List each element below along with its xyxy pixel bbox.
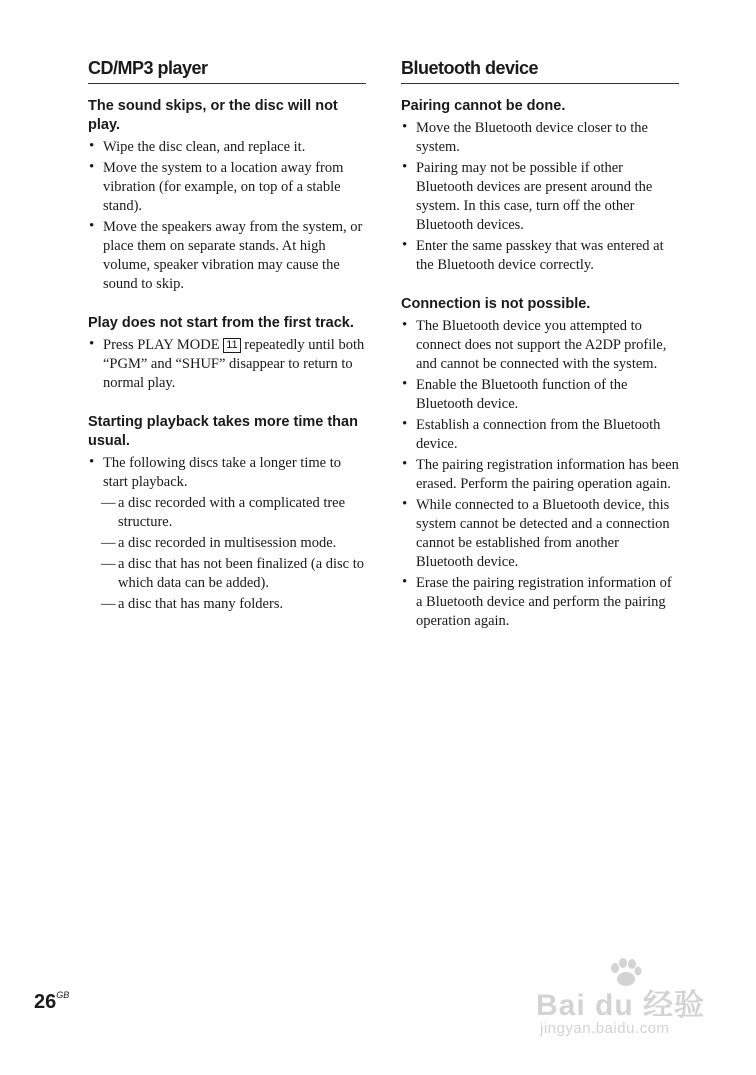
watermark-logo: Bai du 经验: [536, 989, 706, 1022]
issue-heading: The sound skips, or the disc will not play.: [88, 98, 338, 133]
bullet-list: [401, 317, 679, 631]
bullet-item: • Wipe the disc clean, and replace it.: [88, 138, 366, 157]
section-title-bluetooth: Bluetooth device: [401, 56, 679, 84]
bullet-list: [88, 138, 366, 294]
issue-heading: Pairing cannot be done.: [401, 98, 566, 114]
bullet-item: • The pairing registration information has been erased. Perform the pairing operation again.: [401, 456, 679, 494]
bullet-item: [88, 336, 366, 393]
issue-sound-skips: [88, 97, 366, 294]
right-column: [401, 56, 679, 651]
issue-pairing-failed: [401, 97, 679, 275]
issue-heading: Connection is not possible.: [401, 296, 591, 312]
bullet-item: • Erase the pairing registration information of a Bluetooth device and perform the pairing operation again.: [401, 574, 679, 631]
page-number: [34, 990, 69, 1014]
bullet-list: [88, 454, 366, 614]
page-language-suffix: GB: [56, 990, 70, 1000]
bullet-item: • The Bluetooth device you attempted to connect does not support the A2DP profile, and cannot be connected with the system.: [401, 317, 679, 374]
dash-item: — a disc recorded in multisession mode.: [103, 534, 366, 553]
bullet-item: • Enable the Bluetooth function of the Bluetooth device.: [401, 376, 679, 414]
bullet-item: • While connected to a Bluetooth device, this system cannot be detected and a connection cannot be established from another Bluetooth device.: [401, 496, 679, 572]
page-number-value: 26: [34, 991, 57, 1013]
bullet-item: • Move the Bluetooth device closer to the system.: [401, 119, 679, 157]
issue-heading: Starting playback takes more time than usual.: [88, 414, 358, 449]
bullet-item: • Establish a connection from the Bluetooth device.: [401, 416, 679, 454]
section-title-cd-mp3: CD/MP3 player: [88, 56, 366, 84]
bullet-text: repeatedly until both “PGM” and “SHUF” disappear to return to normal play.: [103, 337, 365, 391]
bullet-list: [401, 119, 679, 275]
bullet-text: The following discs take a longer time to start playback.: [103, 455, 341, 490]
left-column: [88, 56, 366, 634]
bullet-item: [88, 454, 366, 614]
watermark-url: jingyan.baidu.com: [540, 1020, 670, 1037]
issue-play-not-first-track: [88, 314, 366, 393]
bullet-item: • Move the speakers away from the system, or place them on separate stands. At high volume, speaker vibration may cause the sound to skip.: [88, 218, 366, 294]
dash-item: — a disc that has many folders.: [103, 595, 366, 614]
issue-connection-failed: [401, 295, 679, 631]
issue-heading: Play does not start from the first track.: [88, 315, 354, 331]
issue-playback-slow: [88, 413, 366, 614]
bullet-item: • Move the system to a location away from vibration (for example, on top of a stable stand).: [88, 159, 366, 216]
bullet-item: • Pairing may not be possible if other Bluetooth devices are present around the system. In this case, turn off the other Bluetooth devices.: [401, 159, 679, 235]
dash-list: [103, 494, 366, 614]
dash-item: — a disc that has not been finalized (a disc to which data can be added).: [103, 555, 366, 593]
play-mode-key-number: 11: [223, 338, 240, 353]
bullet-item: • Enter the same passkey that was entered at the Bluetooth device correctly.: [401, 237, 679, 275]
baidu-watermark: [530, 958, 715, 1048]
bullet-list: [88, 336, 366, 393]
bullet-text: Press PLAY MODE: [103, 337, 220, 353]
dash-item: — a disc recorded with a complicated tree structure.: [103, 494, 366, 532]
